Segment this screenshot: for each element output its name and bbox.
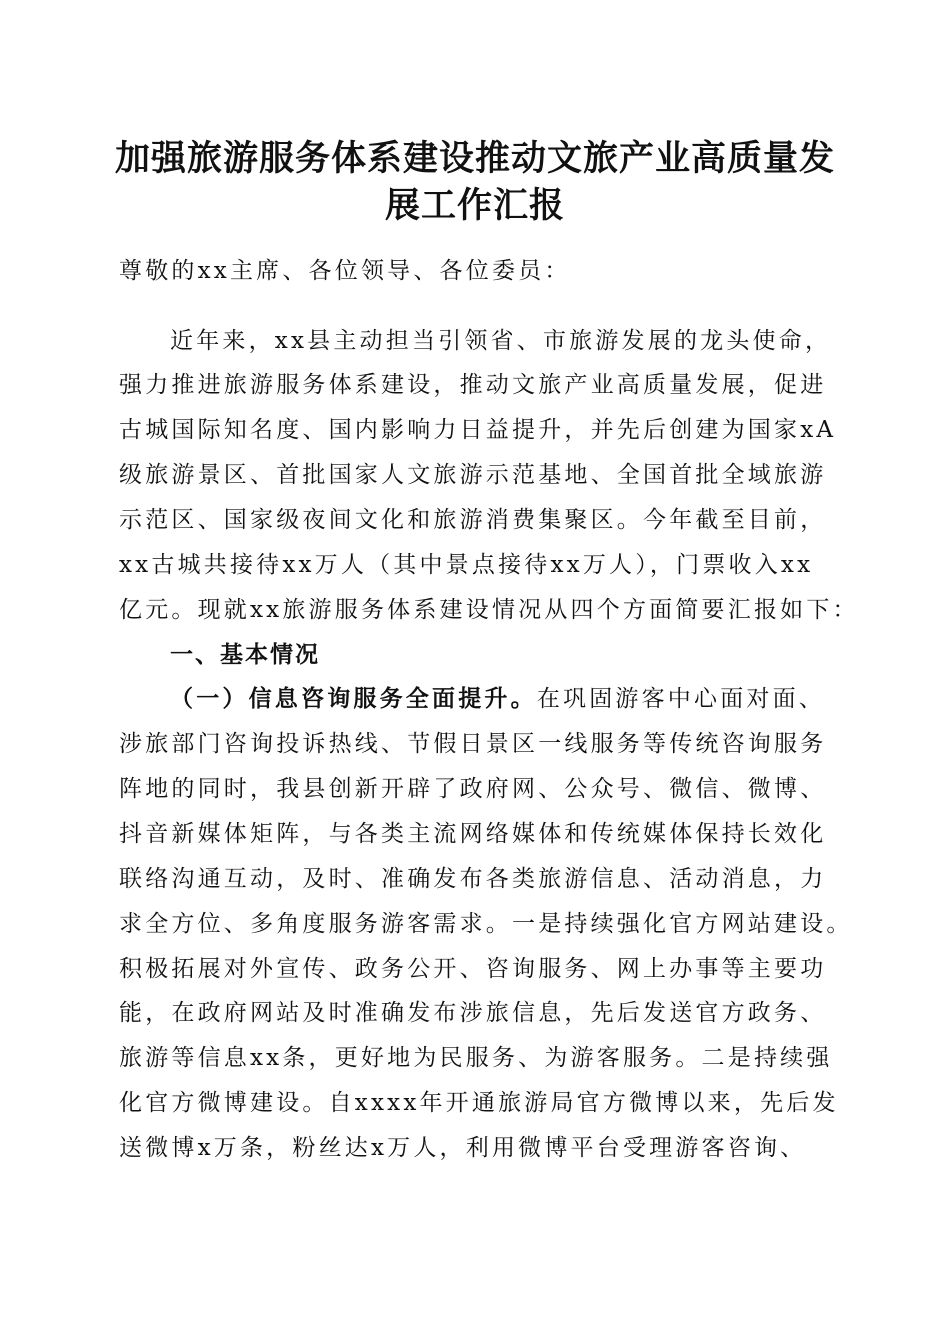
body-line: 化官方微博建设。自xxxx年开通旅游局官方微博以来，先后发 [119, 1090, 839, 1116]
body-line: 积极拓展对外宣传、政务公开、咨询服务、网上办事等主要功 [119, 956, 827, 982]
subsection-text: 在巩固游客中心面对面、 [536, 686, 826, 712]
intro-line: 近年来，xx县主动担当引领省、市旅游发展的龙头使命， [170, 328, 832, 354]
intro-line: 古城国际知名度、国内影响力日益提升，并先后创建为国家xA [119, 417, 837, 443]
section-heading: 一、基本情况 [170, 642, 320, 668]
body-line: 抖音新媒体矩阵，与各类主流网络媒体和传统媒体保持长效化 [119, 821, 827, 847]
body-line: 能，在政府网站及时准确发布涉旅信息，先后发送官方政务、 [119, 1000, 827, 1026]
intro-line: xx古城共接待xx万人（其中景点接待xx万人），门票收入xx [119, 552, 814, 578]
intro-line: 强力推进旅游服务体系建设，推动文旅产业高质量发展，促进 [119, 372, 827, 398]
document-title-line-1: 加强旅游服务体系建设推动文旅产业高质量发 [114, 138, 835, 179]
body-line: 求全方位、多角度服务游客需求。一是持续强化官方网站建设。 [119, 911, 853, 937]
intro-line: 级旅游景区、首批国家人文旅游示范基地、全国首批全域旅游 [119, 462, 827, 488]
intro-line: 示范区、国家级夜间文化和旅游消费集聚区。今年截至目前， [119, 507, 827, 533]
body-line: 阵地的同时，我县创新开辟了政府网、公众号、微信、微博、 [119, 776, 827, 802]
subsection-heading: （一）信息咨询服务全面提升。 [170, 685, 537, 712]
body-line: 联络沟通互动，及时、准确发布各类旅游信息、活动消息，力 [119, 866, 827, 892]
body-line: 送微博x万条，粉丝达x万人，利用微博平台受理游客咨询、 [119, 1135, 807, 1161]
document-title-line-2: 展工作汇报 [384, 185, 565, 226]
body-line: 涉旅部门咨询投诉热线、节假日景区一线服务等传统咨询服务 [119, 731, 827, 757]
salutation: 尊敬的xx主席、各位领导、各位委员： [119, 258, 571, 284]
body-line: 旅游等信息xx条，更好地为民服务、为游客服务。二是持续强 [119, 1045, 833, 1071]
intro-line: 亿元。现就xx旅游服务体系建设情况从四个方面简要汇报如下： [119, 597, 859, 623]
subsection-first-line [170, 684, 825, 714]
